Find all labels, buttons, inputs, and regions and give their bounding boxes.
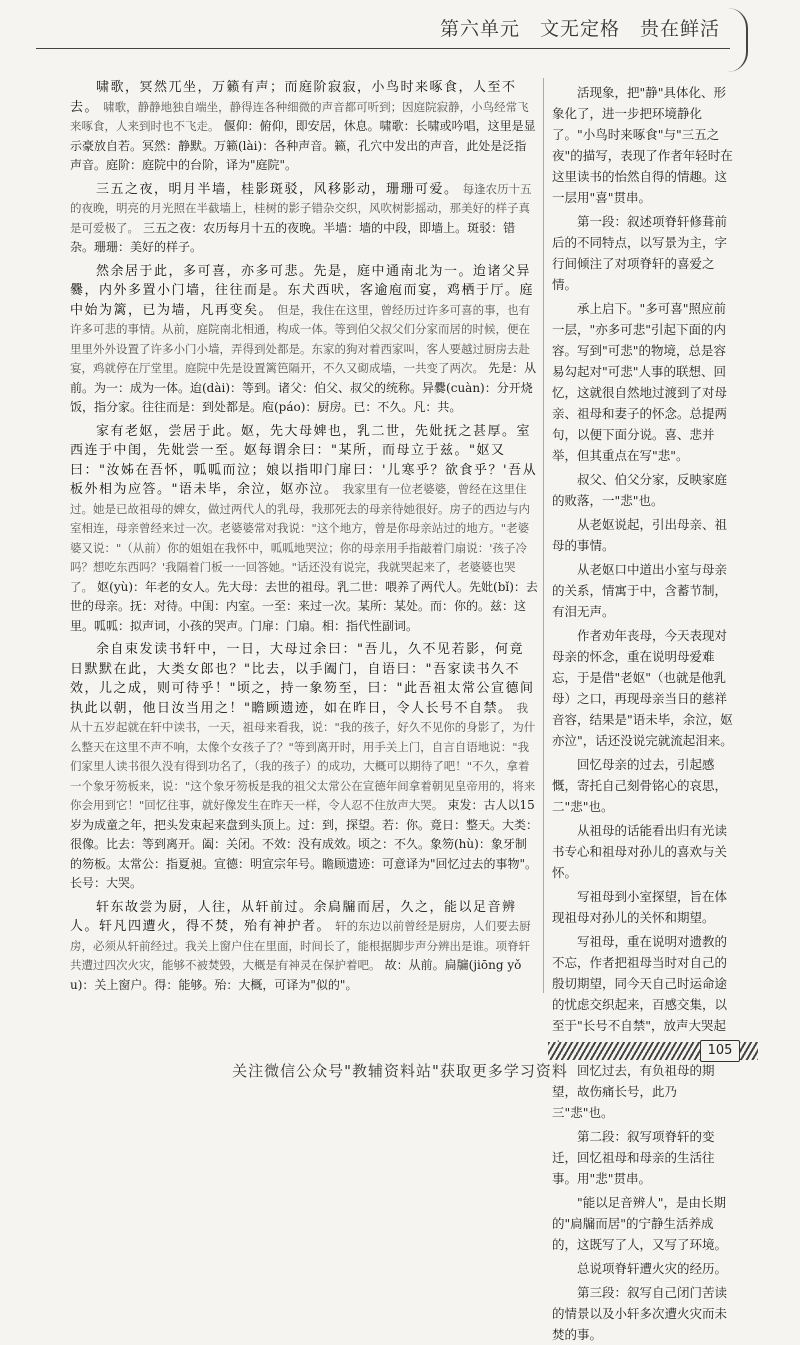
unit-title: 第六单元 文无定格 贵在鲜活 [439, 18, 720, 40]
annotation-text: 偃仰：俯仰，即安居，休息。啸歌：长啸或吟唱，这里是显示豪放自若。冥然：静默。万籁(lài)：各种声音。籁，孔穴中发出的声音，此处是泛指声音。庭阶：庭院中的台阶，译为"庭院"。 [70, 119, 536, 172]
original-text: 轩东故尝为厨，人往，从轩前过。余扃牖而居，久之，能以足音辨人。轩凡四遭火，得不焚，殆有神护者。 [70, 899, 517, 934]
commentary-paragraph: 总说项脊轩遭火灾的经历。 [577, 1261, 728, 1276]
translation-text: 但是，我住在这里，曾经历过许多可喜的事，也有许多可悲的事情。从前，庭院南北相通，构成一体。等到伯父叔父们分家而居的时候，便在里里外外设置了许多小门小墙，弄得到处都是。东家的狗对着西家叫，客人要越过厨房去赴宴，鸡就停在厅堂里。庭院中先是设置篱笆隔开，不久又砌成墙，一共变了两次。 [70, 302, 531, 375]
translation-text: 啸歌，静静地独自端坐，静得连各种细微的声音都可听到；因庭院寂静，小鸟经常飞来啄食，人来到时也不飞走。 [70, 99, 529, 133]
commentary-paragraph: 作者劝年丧母，今天表现对母亲的怀念，重在说明母爱难忘，于是借"老妪"（也就是他乳母）之口，再现母亲当日的慈祥音容，结果是"语未毕，余泣，妪亦泣"，话还没说完就流起泪来。 [552, 628, 733, 748]
commentary-paragraph: 第二段：叙写项脊轩的变迁，回忆祖母和母亲的生活往事。用"悲"贯串。 [552, 1129, 715, 1186]
commentary-paragraph: 写祖母，重在说明对遗教的不忘，作者把祖母当时对自己的殷切期望，同今天自己时运命途的忧虑交织起来，百感交集，以至于"长号不自禁"，放声大哭起 [552, 934, 728, 1033]
original-text: 然余居于此，多可喜，亦多可悲。先是，庭中通南北为一。迨诸父异爨，内外多置小门墙，往往而是。东犬西吠，客逾庖而宴，鸡栖于厅。庭中始为篱，已为墙，凡再变矣。 [70, 263, 535, 318]
header-bracket-decoration [728, 8, 748, 72]
column-divider [543, 78, 544, 993]
annotation-text: 三五之夜：农历每月十五的夜晚。半墙：墙的中段，即墙上。斑驳：错杂。珊珊：美好的样子。 [70, 220, 516, 254]
translation-text: 我家里有一位老婆婆，曾经在这里住过。她是已故祖母的婢女，做过两代人的乳母，我那死去的母亲待她很好。房子的西边与内室相连，母亲曾经来过一次。老婆婆常对我说："这个地方，曾是你母亲站过的地方。"老婆婆又说："（从前）你的姐姐在我怀中，呱呱地哭泣；你的母亲用手指敲着门扇说：'孩子冷吗？想吃东西吗？'我隔着门板一一回答她。"话还没有说完，我就哭起来了，老婆婆也哭了。 [70, 482, 530, 594]
page-header [0, 0, 800, 78]
original-text: 余自束发读书轩中，一日，大母过余曰："吾儿，久不见若影，何竟日默默在此，大类女郎也？"比去，以手阖门，自语曰："吾家读书久不效，儿之成，则可待乎！"顷之，持一象笏至，曰："此吾祖太常公宣德间执此以朝，他日汝当用之！"瞻顾遗迹，如在昨日，令人长号不自禁。 [70, 642, 535, 716]
original-text: 啸歌，冥然兀坐，万籁有声；而庭阶寂寂，小鸟时来啄食，人至不去。 [70, 80, 517, 115]
translation-text: 轩的东边以前曾经是厨房，人们要去厨房，必须从轩前经过。我关上窗户住在里面，时间长了，能根据脚步声分辨出是谁。项脊轩共遭过四次火灾，能够不被焚毁，大概是有神灵在保护着吧。 [70, 919, 531, 972]
footer-note: 关注微信公众号"教辅资料站"获取更多学习资料 [232, 1062, 568, 1080]
text-paragraph [70, 422, 538, 637]
commentary-paragraph: 回忆过去，有负祖母的期望，故伤痛长号，此乃三"悲"也。 [552, 1063, 715, 1120]
commentary-paragraph: 承上启下。"多可喜"照应前一层，"亦多可悲"引起下面的内容。写到"可悲"的物境，总是容易勾起对"可悲"人事的联想、回忆，这就很自然地过渡到了对母亲、祖母和妻子的怀念。总提两句，以便下面分说。喜、悲并举，但其重点在写"悲"。 [552, 301, 728, 463]
header-rule [36, 48, 730, 49]
annotation-text: 故：从前。扃牖(jiōng yǒu)：关上窗户。得：能够。殆：大概，可译为"似的"。 [70, 958, 522, 992]
commentary-paragraph: 从老妪说起，引出母亲、祖母的事情。 [552, 517, 728, 553]
page-number: 105 [700, 1040, 740, 1062]
text-paragraph [70, 262, 538, 418]
translation-text: 我从十五岁起就在轩中读书，一天，祖母来看我，说："我的孩子，好久不见你的身影了，为什么整天在这里不声不响，太像个女孩子了？"等到离开时，用手关上门，自言自语地说："我们家里人读书很久没有得到功名了，（我的孩子）的成功，大概可以期待了吧！"不久，拿着一个象牙笏板来，说："这个象牙笏板是我的祖父太常公在宣德年间拿着朝见皇帝用的，将来你会用到它！"回忆往事，就好像发生在昨天一样，令人忍不住放声大哭。 [70, 700, 536, 812]
commentary-paragraph: 第三段：叙写自己闭门苦读的情景以及小轩多次遭火灾而未焚的事。 [552, 1285, 728, 1342]
annotation-text: 束发：古人以15岁为成童之年，把头发束起来盘到头顶上。过：到，探望。若：你。竟日：整天。大类：很像。比去：等到离开。阖：关闭。不效：没有成效。顷之：不久。象笏(hù)：象牙制的笏板。太常公：指夏昶。宣德：明宣宗年号。瞻顾遗迹：可意译为"回忆过去的事物"。长号：大哭。 [70, 798, 539, 890]
text-paragraph [70, 180, 538, 258]
commentary-paragraph: 叔父、伯父分家，反映家庭的败落，一"悲"也。 [552, 472, 728, 508]
commentary-paragraph: 从祖母的话能看出归有光读书专心和祖母对孙儿的喜欢与关怀。 [552, 823, 728, 880]
commentary-paragraph: 第一段：叙述项脊轩修葺前后的不同特点，以写景为主，字行间倾注了对项脊轩的喜爱之情。 [552, 214, 728, 292]
commentary-paragraph: 活现象，把"静"具体化、形象化了，进一步把环境静化了。"小鸟时来啄食"与"三五之夜"的描写，表现了作者年轻时在这里读书的怡然自得的情趣。这一层用"喜"贯串。 [552, 85, 733, 205]
original-text: 家有老妪，尝居于此。妪，先大母婢也，乳二世，先妣抚之甚厚。室西连于中闺，先妣尝一至。妪每谓余曰："某所，而母立于兹。"妪又曰："汝姊在吾怀，呱呱而泣；娘以指叩门扉曰：'儿寒乎？欲食乎？'吾从板外相为应答。"语未毕，余泣，妪亦泣。 [70, 423, 538, 497]
text-paragraph [70, 78, 538, 176]
text-paragraph [70, 898, 538, 996]
annotated-text-column [70, 78, 538, 993]
commentary-paragraph: 从老妪口中道出小室与母亲的关系，情寓于中，含蓄节制，有泪无声。 [552, 562, 728, 619]
annotation-text: 妪(yù)：年老的女人。先大母：去世的祖母。乳二世：喂养了两代人。先妣(bǐ)：去世的母亲。抚：对待。中闺：内室。一至：来过一次。某所：某处。而：你的。兹：这里。呱呱：拟声词，小孩的哭声。门扉：门扇。相：指代性副词。 [70, 579, 538, 633]
translation-text: 每逢农历十五的夜晚，明亮的月光照在半截墙上，桂树的影子错杂交织，风吹树影摇动，那美好的样子真是可爱极了。 [70, 181, 532, 235]
text-paragraph [70, 640, 538, 894]
commentary-paragraph: 写祖母到小室探望，旨在体现祖母对孙儿的关怀和期望。 [552, 889, 728, 925]
commentary-paragraph: 回忆母亲的过去，引起感慨，寄托自己刻骨铭心的哀思，二"悲"也。 [552, 757, 728, 814]
original-text: 三五之夜，明月半墙，桂影斑驳，风移影动，珊珊可爱。 [96, 181, 459, 197]
annotation-text: 先是：从前。为一：成为一体。迨(dài)：等到。诸父：伯父、叔父的统称。异爨(cuàn)：分开烧饭，指分家。往往而是：到处都是。庖(páo)：厨房。已：不久。凡：共。 [70, 361, 537, 414]
commentary-paragraph: "能以足音辨人"，是由长期的"扃牖而居"的宁静生活养成的，这既写了人，又写了环境。 [552, 1195, 728, 1252]
